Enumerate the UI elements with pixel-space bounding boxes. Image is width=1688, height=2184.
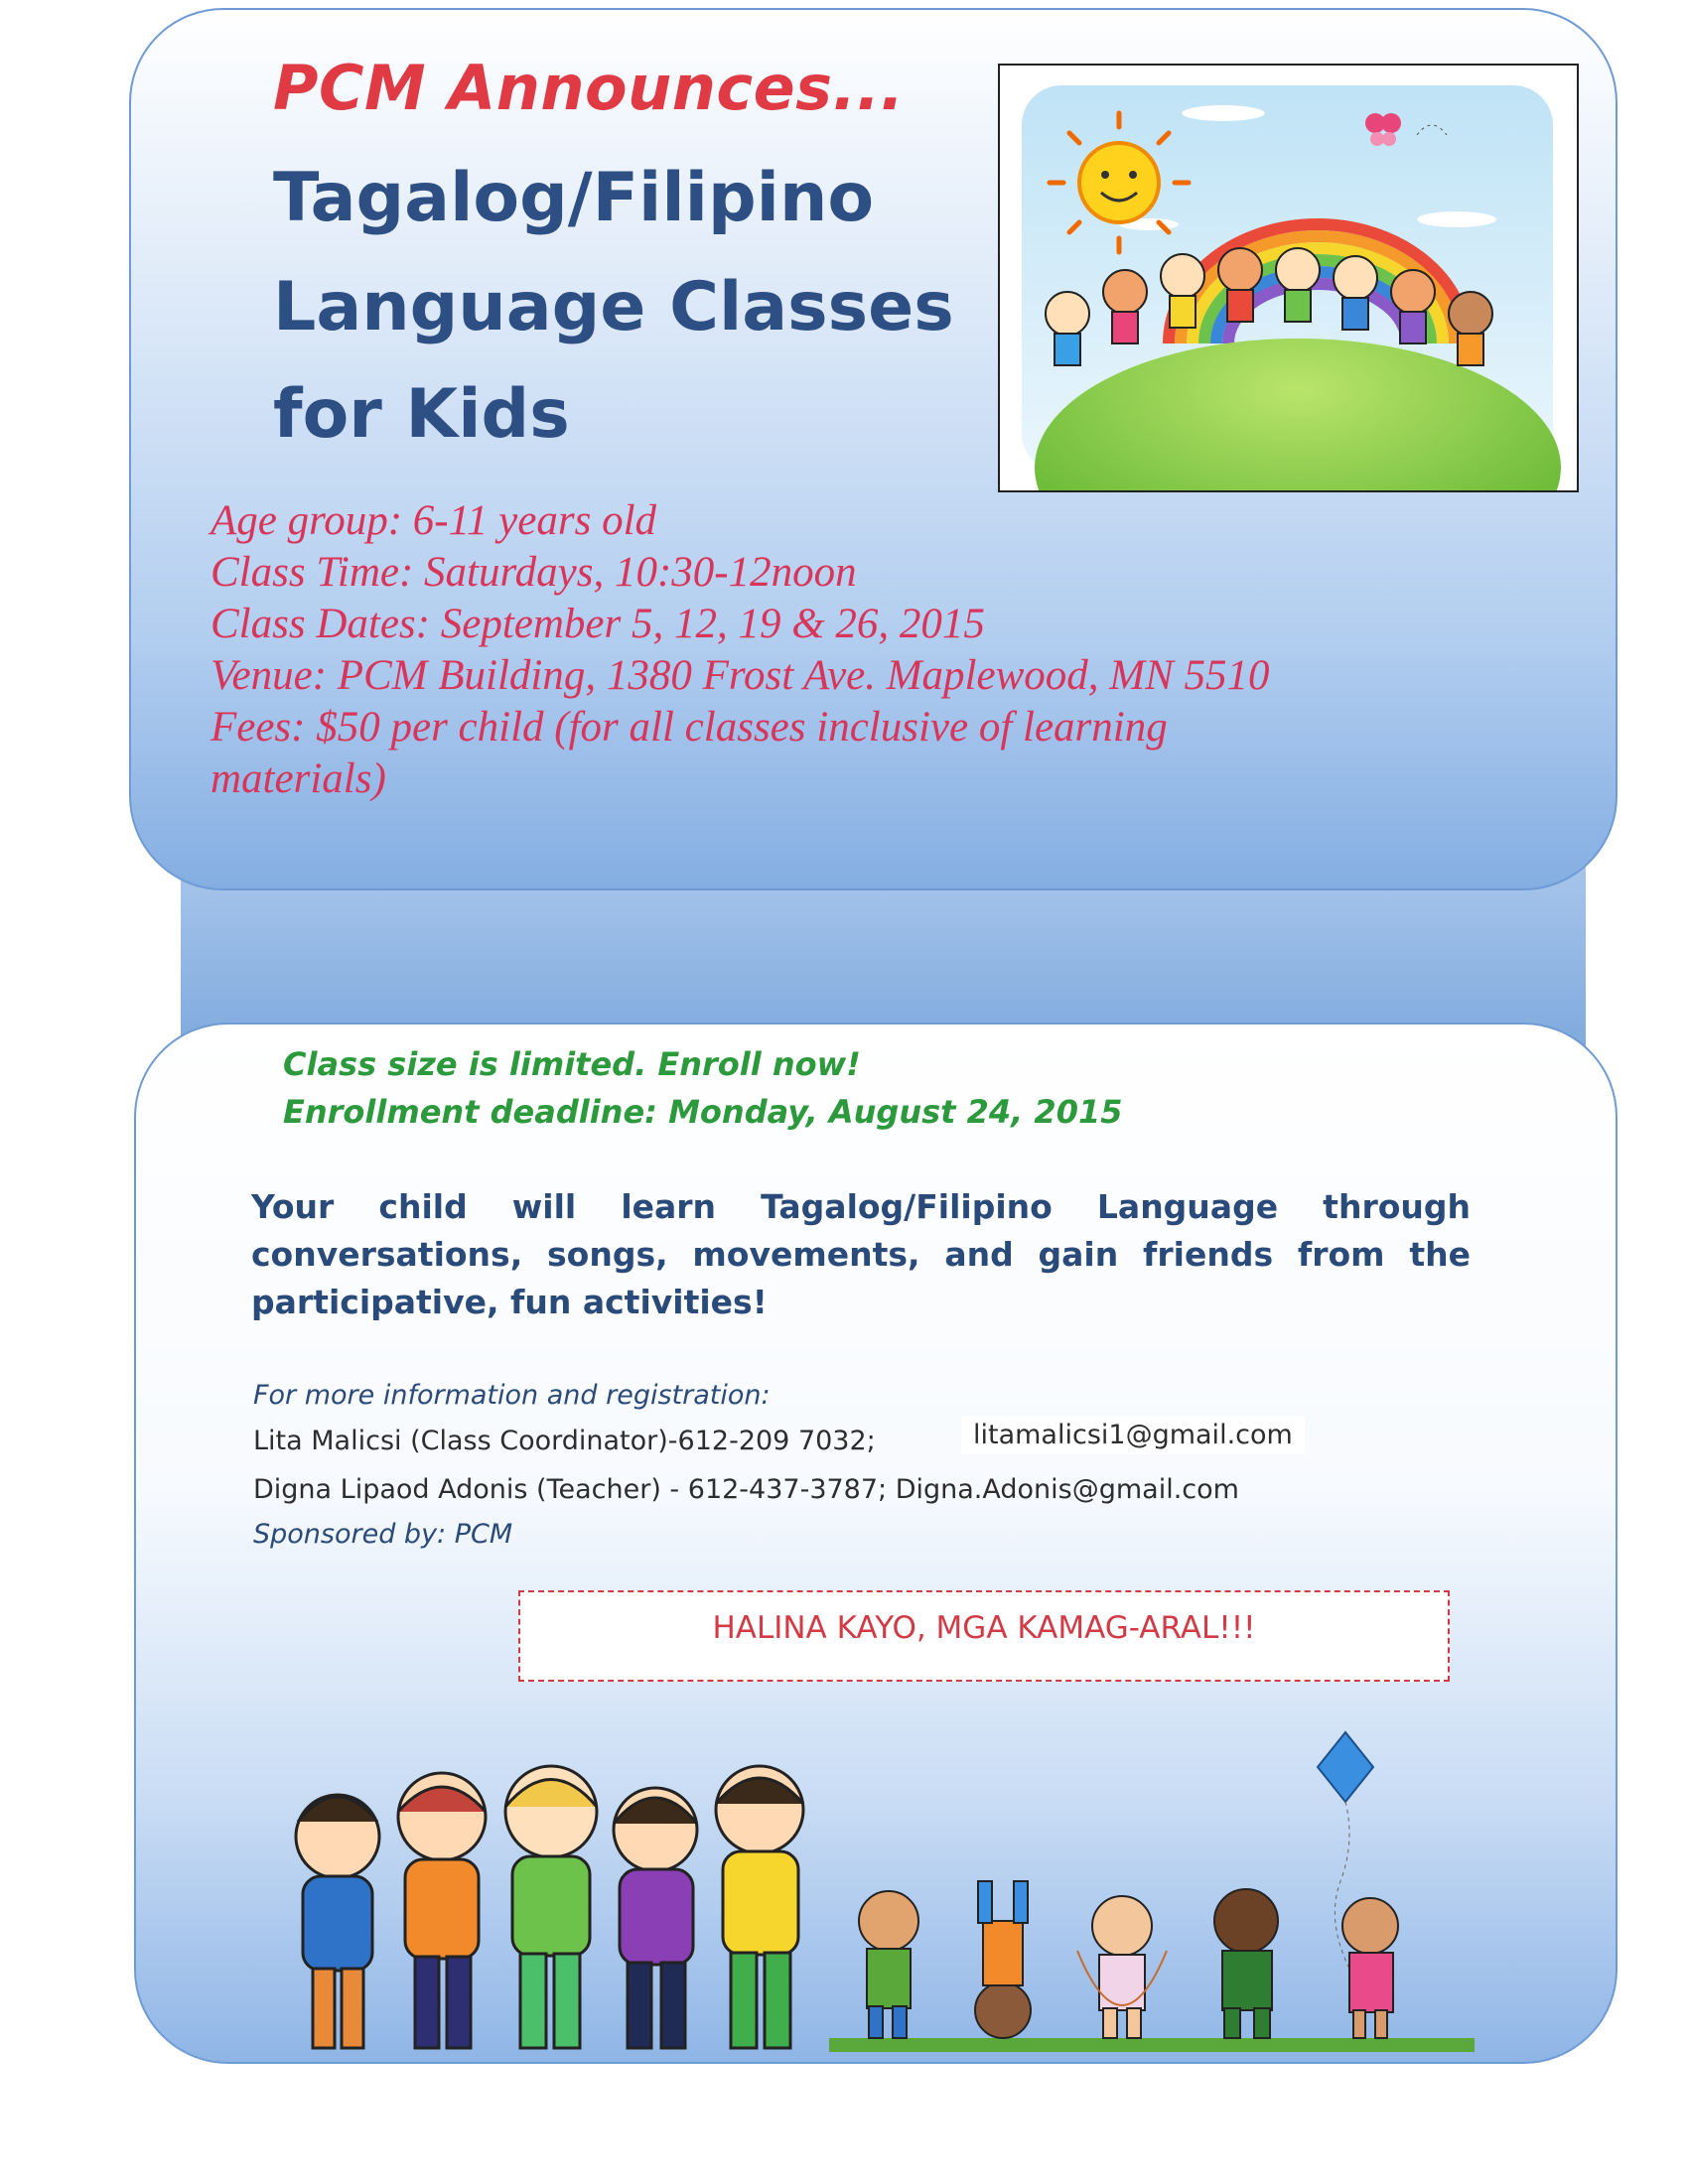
detail-age-group: Age group: 6-11 years old [211,497,657,544]
contact-lita: Lita Malicsi (Class Coordinator)-612-209 7032; [253,1426,876,1456]
detail-class-dates: Class Dates: September 5, 12, 19 & 26, 2015 [211,601,985,647]
kid-jumprope [1077,1896,1167,2038]
contact-heading: For more information and registration: [253,1380,771,1411]
callout-text: HALINA KAYO, MGA KAMAG-ARAL!!! [712,1610,1256,1646]
detail-class-time: Class Time: Saturdays, 10:30-12noon [211,549,857,596]
kid-soccer [1214,1889,1278,2038]
playing-kids-svg [829,1722,1475,2070]
kid-handstand [975,1881,1031,2038]
kid-girl-pink [1342,1898,1398,2038]
kid-purple [614,1788,697,2048]
five-kids-illustration [258,1742,854,2070]
announcement-heading: PCM Announces... [273,52,905,124]
detail-venue: Venue: PCM Building, 1380 Frost Ave. Maplewood, MN 5510 [211,652,1270,699]
kid-orange [398,1773,486,2048]
description-paragraph: Your child will learn Tagalog/Filipino Language through conversations, songs, movements, and gain friends from the participative, fun activities! [251,1187,1471,1321]
hero-illustration [998,64,1579,492]
title-line-1: Tagalog/Filipino [273,159,875,237]
kids-group-illustration [258,1742,854,2070]
playing-kids-illustration [829,1722,1475,2070]
sponsor-line: Sponsored by: PCM [253,1519,513,1550]
grass [829,2038,1475,2052]
detail-fees: Fees: $50 per child (for all classes inclusive of learning [211,704,1168,751]
kid-reading [859,1891,918,2038]
cloud [1182,105,1265,121]
kid-blue [296,1795,379,2048]
kid-green [505,1766,597,2048]
kids-rainbow-illustration [1000,66,1577,490]
detail-fees-continued: materials) [211,755,386,802]
class-size-limited: Class size is limited. Enroll now! [283,1045,861,1083]
contact-lita-email[interactable]: litamalicsi1@gmail.com [961,1416,1305,1454]
kid-yellow [716,1766,803,2048]
contact-digna: Digna Lipaod Adonis (Teacher) - 612-437-3787; Digna.Adonis@gmail.com [253,1474,1239,1505]
enrollment-deadline: Enrollment deadline: Monday, August 24, 2015 [283,1093,1123,1131]
title-line-2: Language Classes [273,268,954,346]
title-line-3: for Kids [273,375,570,454]
cloud [1417,211,1496,227]
